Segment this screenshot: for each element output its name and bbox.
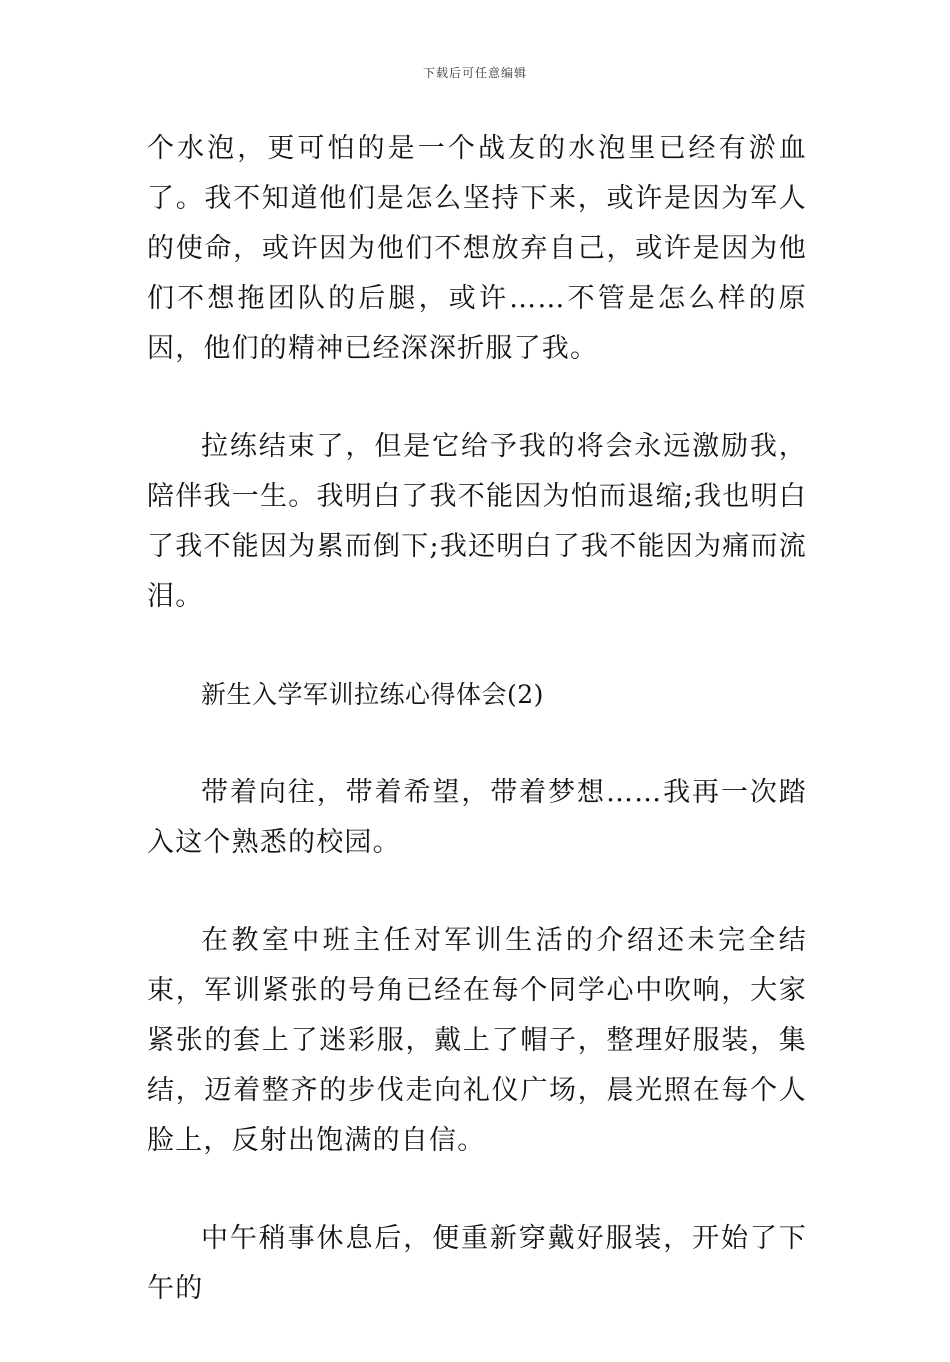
paragraph-continued: 个水泡，更可怕的是一个战友的水泡里已经有淤血了。我不知道他们是怎么坚持下来，或许是因为军人的使命，或许因为他们不想放弃自己，或许是因为他们不想拖团队的后腿，或许……不管是怎么样的原因，他们的精神已经深深折服了我。 bbox=[147, 133, 807, 364]
paragraph: 中午稍事休息后，便重新穿戴好服装，开始了下午的 bbox=[147, 1223, 807, 1304]
paragraph: 在教室中班主任对军训生活的介绍还未完全结束，军训紧张的号角已经在每个同学心中吹响，大家紧张的套上了迷彩服，戴上了帽子，整理好服装，集结，迈着整齐的步伐走向礼仪广场，晨光照在每个人脸上，反射出饱满的自信。 bbox=[147, 925, 807, 1156]
section-title: 新生入学军训拉练心得体会(2) bbox=[201, 680, 544, 709]
document-body bbox=[147, 124, 807, 1362]
paragraph: 拉练结束了，但是它给予我的将会永远激励我，陪伴我一生。我明白了我不能因为怕而退缩;我也明白了我不能因为累而倒下;我还明白了我不能因为痛而流泪。 bbox=[147, 431, 807, 612]
paragraph: 带着向往，带着希望，带着梦想……我再一次踏入这个熟悉的校园。 bbox=[147, 777, 807, 858]
page-header: 下载后可任意编辑 bbox=[422, 66, 527, 80]
